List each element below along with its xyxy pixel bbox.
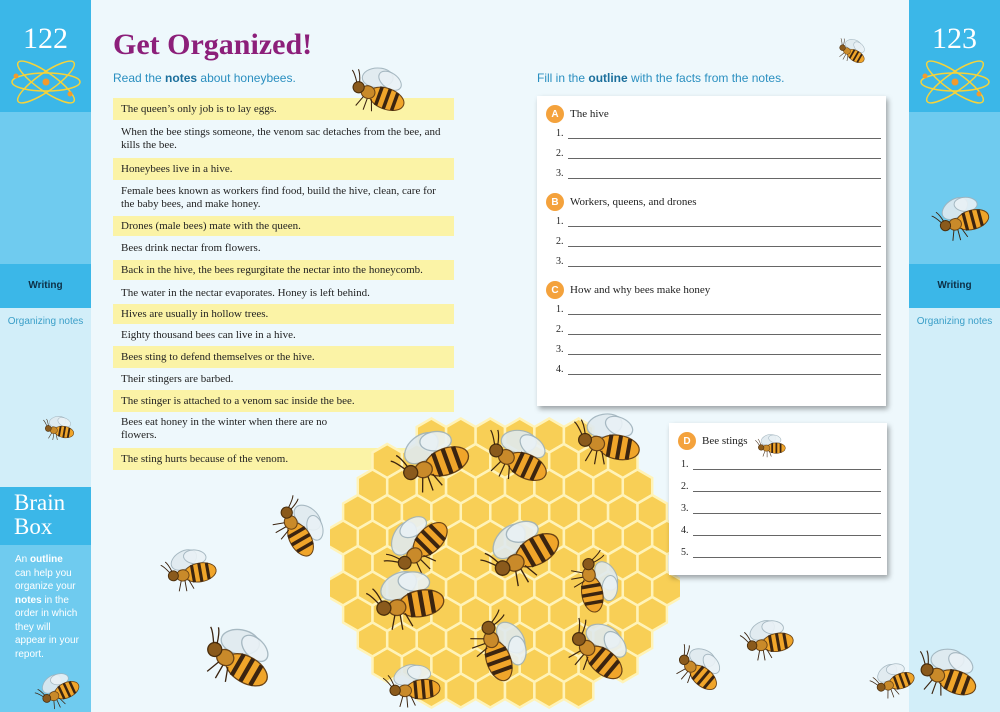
note-highlighted: Honeybees live in a hive. [113, 158, 454, 180]
left-page-number: 122 [23, 22, 68, 55]
section-letter-badge: B [546, 193, 564, 211]
section-letter-badge: C [546, 281, 564, 299]
right-subtopic-label: Organizing notes [916, 316, 993, 327]
outline-answer-line[interactable]: 2. [556, 148, 881, 159]
left-side-band [0, 112, 91, 264]
outline-answer-line[interactable]: 1. [556, 304, 881, 315]
atom-icon [919, 60, 991, 104]
section-letter-badge: D [678, 432, 696, 450]
left-topic-label: Writing [0, 264, 91, 308]
note-highlighted: Hives are usually in hollow trees. [113, 304, 454, 324]
bee-illustration [752, 432, 792, 460]
outline-answer-line[interactable]: 3. [556, 344, 881, 355]
outline-answer-line[interactable]: 4. [681, 525, 881, 536]
outline-answer-line[interactable]: 4. [556, 364, 881, 375]
brain-box-title: Brain Box [14, 490, 66, 539]
note-highlighted: The sting hurts because of the venom. [113, 448, 454, 470]
note: Eighty thousand bees can live in a hive. [121, 328, 296, 341]
right-topic-label: Writing [909, 264, 1000, 308]
outline-answer-line[interactable]: 2. [681, 481, 881, 492]
note: The water in the nectar evaporates. Honey is left behind. [121, 286, 370, 299]
outline-section-heading: C How and why bees make honey [546, 281, 710, 299]
outline-card [537, 96, 886, 406]
outline-answer-line[interactable]: 3. [556, 256, 881, 267]
page-title: Get Organized! [113, 28, 313, 61]
outline-answer-line[interactable]: 3. [556, 168, 881, 179]
bee-illustration [736, 610, 804, 670]
note-highlighted: The stinger is attached to a venom sac inside the bee. [113, 390, 454, 412]
bee-illustration [378, 657, 452, 712]
note: When the bee stings someone, the venom sac detaches from the bee, and kills the bee. [121, 126, 441, 151]
outline-section-heading: A The hive [546, 105, 609, 123]
note-highlighted: Drones (male bees) mate with the queen. [113, 216, 454, 236]
outline-answer-line[interactable]: 2. [556, 324, 881, 335]
left-side-bar [0, 0, 91, 712]
bee-illustration [565, 402, 655, 481]
note: Bees eat honey in the winter when there are no flowers. [121, 416, 328, 441]
note: Female bees known as workers find food, build the hive, clean, care for the baby bees, and make honey. [121, 185, 436, 210]
outline-answer-line[interactable]: 5. [681, 547, 881, 558]
left-subtopic-label: Organizing notes [7, 316, 84, 327]
right-side-bar [909, 0, 1000, 712]
section-letter-badge: A [546, 105, 564, 123]
outline-answer-line[interactable]: 1. [556, 216, 881, 227]
outline-answer-line[interactable]: 1. [556, 128, 881, 139]
outline-answer-line[interactable]: 2. [556, 236, 881, 247]
atom-icon [10, 60, 82, 104]
outline-section-heading: D Bee stings [678, 432, 748, 450]
note: Bees drink nectar from flowers. [121, 241, 261, 254]
note-highlighted: Bees sting to defend themselves or the hive. [113, 346, 454, 368]
note: Their stingers are barbed. [121, 372, 234, 385]
outline-answer-line[interactable]: 3. [681, 503, 881, 514]
outline-answer-line[interactable]: 1. [681, 459, 881, 470]
notes-instruction: Read the notes about honeybees. [113, 71, 296, 85]
note-highlighted: Back in the hive, the bees regurgitate the nectar into the honeycomb. [113, 260, 454, 280]
right-page-number: 123 [932, 22, 977, 55]
outline-instruction: Fill in the outline with the facts from the notes. [537, 71, 785, 85]
brain-box-text: An outline can help you organize your notes in the order in which they will appear in your report. [15, 554, 79, 660]
note-highlighted: The queen’s only job is to lay eggs. [113, 98, 454, 120]
outline-section-heading: B Workers, queens, and drones [546, 193, 697, 211]
